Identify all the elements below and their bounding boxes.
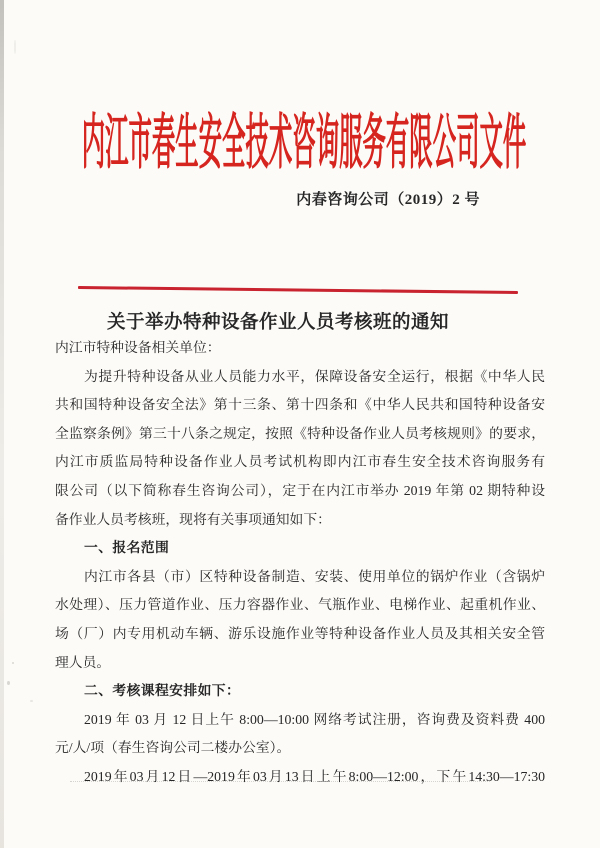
notice-title: 关于举办特种设备作业人员考核班的通知 [106, 313, 449, 333]
body-line: 备作业人员考核班，现将有关事项通知如下： [55, 511, 331, 527]
body-line: 为提升特种设备从业人员能力水平，保障设备安全运行，根据《中华人民 [84, 368, 545, 384]
letterhead-org-title [4, 110, 600, 176]
body-line: 一、报名范围 [84, 540, 170, 556]
body-line: 全监察条例》第三十八条之规定，按照《特种设备作业人员考核规则》的要求， [55, 425, 545, 441]
body-line: 内江市质监局特种设备作业人员考试机构即内江市春生安全技术咨询服务有 [55, 454, 545, 470]
body-line: 限公司（以下简称春生咨询公司），定于在内江市举办 2019 年第 02 期特种设 [55, 482, 545, 498]
scan-speck [14, 40, 16, 54]
document-number: 内春咨询公司（2019）2 号 [296, 192, 480, 208]
letterhead-red-separator [78, 286, 518, 294]
body-line: 内江市各县（市）区特种设备制造、安装、使用单位的锅炉作业（含锅炉 [84, 568, 545, 584]
body-line: 元/人/项（春生咨询公司二楼办公室）。 [55, 740, 291, 756]
body-line: 理人员。 [55, 654, 111, 670]
body-line: 二、考核课程安排如下： [84, 683, 241, 699]
org-title-text: 内江市春生安全技术咨询服务有限公司文件 [81, 110, 527, 176]
body-line: 场（厂）内专用机动车辆、游乐设施作业等特种设备作业人员及其相关安全管 [55, 625, 545, 641]
body-line: 2019年03月12日—2019年03月13日上午8:00—12:00，下午14:30—17:30 [84, 768, 545, 784]
scan-speck [12, 662, 14, 664]
notice-body [55, 334, 545, 792]
body-line: 2019 年 03 月 12 日上午 8:00—10:00 网络考试注册，咨询费及资料费 400 [84, 711, 545, 727]
body-line: 共和国特种设备安全法》第十三条、第十四条和《中华人民共和国特种设备安 [55, 397, 545, 413]
salutation: 内江市特种设备相关单位： [55, 340, 221, 355]
scan-speck [7, 681, 10, 685]
scan-speck [30, 700, 33, 702]
body-line: 水处理）、压力管道作业、压力容器作业、气瓶作业、电梯作业、起重机作业、 [55, 597, 545, 613]
